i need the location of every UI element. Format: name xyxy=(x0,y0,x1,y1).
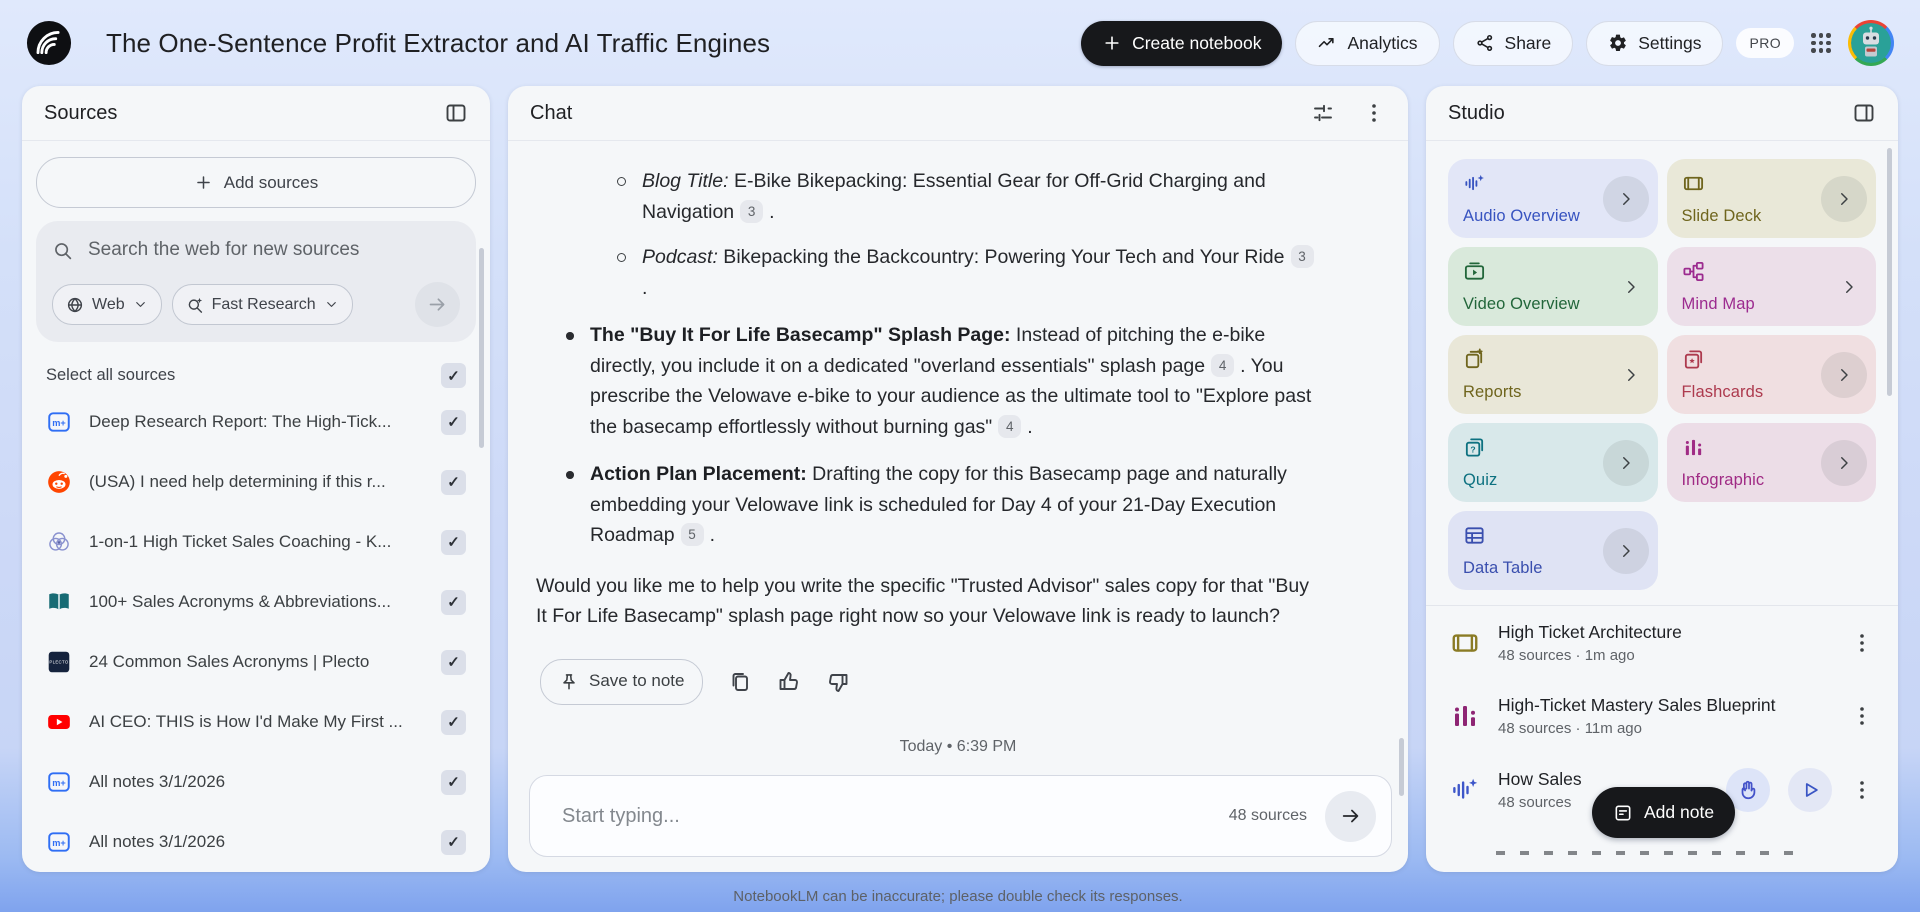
chat-input[interactable] xyxy=(560,804,1211,829)
globe-icon xyxy=(66,296,84,314)
search-input[interactable] xyxy=(86,238,460,262)
svg-text:m+: m+ xyxy=(52,417,66,428)
notebooklm-logo-icon[interactable] xyxy=(26,20,72,66)
arrow-right-icon xyxy=(1340,805,1362,827)
research-mode-label: Fast Research xyxy=(211,295,316,313)
select-all-row xyxy=(46,363,466,388)
note-menu-icon[interactable] xyxy=(1850,704,1874,728)
source-title: Deep Research Report: The High-Tick... xyxy=(89,412,392,431)
page-title: The One-Sentence Profit Extractor and AI Traffic Engines xyxy=(106,27,771,58)
chat-bullet: The "Buy It For Life Basecamp" Splash Page: Instead of pitching the e-bike directly, you include it on a dedicated "overland essentials" splash page 4 . You prescribe the Velowave e-bike to your audience as the ultimate tool to "Explore past the basecamp effortlessly without burning gas" 4 . xyxy=(564,320,1324,442)
source-title: All notes 3/1/2026 xyxy=(89,832,226,851)
note-title: High Ticket Architecture xyxy=(1498,622,1682,642)
data-table-icon xyxy=(1463,524,1486,547)
tool-label: Mind Map xyxy=(1681,295,1755,313)
create-notebook-label: Create notebook xyxy=(1132,32,1262,53)
note-menu-icon[interactable] xyxy=(1850,631,1874,655)
video-overview-card[interactable] xyxy=(1448,247,1658,326)
chat-bullet: Action Plan Placement: Drafting the copy for this Basecamp page and naturally embedding your Velowave link is scheduled for Day 4 of your 21-Day Execution Roadmap 5 . xyxy=(564,459,1324,551)
chat-settings-icon[interactable] xyxy=(1311,101,1335,125)
source-checkbox[interactable]: ✓ xyxy=(441,590,466,615)
plus-icon xyxy=(1102,33,1122,53)
source-checkbox[interactable]: ✓ xyxy=(441,770,466,795)
source-title: 1-on-1 High Ticket Sales Coaching - K... xyxy=(89,532,392,551)
search-icon xyxy=(52,240,73,261)
note-title: High-Ticket Mastery Sales Blueprint xyxy=(1498,695,1776,715)
pro-badge: PRO xyxy=(1736,28,1794,58)
chevron-right-icon[interactable] xyxy=(1603,440,1649,486)
audio-overview-icon xyxy=(1463,172,1486,195)
share-label: Share xyxy=(1504,32,1552,53)
sub-bullet-label: Blog Title: xyxy=(642,170,729,192)
audio-overview-card[interactable] xyxy=(1448,159,1658,238)
thumbs-down-icon[interactable] xyxy=(826,670,850,694)
source-title: AI CEO: THIS is How I'd Make My First ... xyxy=(89,712,403,731)
website-icon xyxy=(46,529,72,555)
citation-chip[interactable]: 4 xyxy=(1211,354,1234,377)
app-header xyxy=(0,0,1920,86)
save-to-note-label: Save to note xyxy=(589,671,685,691)
fast-research-icon xyxy=(186,296,204,314)
chat-input-box[interactable] xyxy=(529,775,1392,857)
source-item[interactable] xyxy=(22,572,490,632)
sources-panel-title: Sources xyxy=(44,101,118,124)
web-search-card xyxy=(36,221,476,342)
sub-bullet-text: E-Bike Bikepacking: Essential Gear for Off-Grid Charging and Navigation xyxy=(642,170,1266,223)
tool-label: Audio Overview xyxy=(1463,207,1580,225)
source-item[interactable] xyxy=(22,692,490,752)
reports-card[interactable] xyxy=(1448,335,1658,414)
studio-scrollbar[interactable] xyxy=(1887,148,1892,396)
tool-label: Slide Deck xyxy=(1681,207,1762,225)
save-to-note-button[interactable] xyxy=(540,659,703,705)
analytics-label: Analytics xyxy=(1347,32,1418,53)
create-notebook-button[interactable] xyxy=(1081,21,1282,66)
quiz-card[interactable] xyxy=(1448,423,1658,502)
play-button[interactable] xyxy=(1788,768,1832,812)
bullet-bold-label: The "Buy It For Life Basecamp" Splash Page: xyxy=(590,324,1011,346)
chevron-right-icon[interactable] xyxy=(1622,278,1640,296)
source-checkbox[interactable]: ✓ xyxy=(441,410,466,435)
chevron-down-icon xyxy=(133,297,148,312)
note-meta: 48 sources xyxy=(1498,794,1572,811)
chat-sub-bullet: Podcast: Bikepacking the Backcountry: Powering Your Tech and Your Ride 3. xyxy=(616,242,1324,303)
chat-panel-title: Chat xyxy=(530,101,573,124)
video-overview-icon xyxy=(1463,260,1486,283)
infographic-icon xyxy=(1682,436,1705,459)
chevron-right-icon[interactable] xyxy=(1840,278,1858,296)
chevron-down-icon xyxy=(324,297,339,312)
add-note-label: Add note xyxy=(1644,802,1715,822)
gear-icon xyxy=(1608,33,1628,53)
source-item[interactable] xyxy=(22,812,490,872)
source-checkbox[interactable]: ✓ xyxy=(441,650,466,675)
chat-sub-bullet: Blog Title: E-Bike Bikepacking: Essential Gear for Off-Grid Charging and Navigation 3 . xyxy=(616,166,1324,227)
sources-count-label: 48 sources xyxy=(1228,807,1307,824)
tool-label: Flashcards xyxy=(1681,383,1764,401)
research-mode-dropdown[interactable] xyxy=(172,284,353,325)
youtube-icon xyxy=(46,709,72,735)
search-submit-button[interactable] xyxy=(415,282,460,327)
source-title: 24 Common Sales Acronyms | Plecto xyxy=(89,652,370,671)
note-meta: 48 sources · 1m ago xyxy=(1498,647,1635,664)
sources-panel xyxy=(22,86,490,872)
tool-label: Reports xyxy=(1463,383,1522,401)
sub-bullet-text: Bikepacking the Backcountry: Powering Your Tech and Your Ride xyxy=(717,246,1285,268)
add-sources-button[interactable] xyxy=(36,157,476,208)
tool-label: Video Overview xyxy=(1463,295,1580,313)
settings-button[interactable] xyxy=(1586,21,1723,66)
quiz-icon xyxy=(1463,436,1486,459)
trending-up-icon xyxy=(1317,33,1337,53)
note-title: How Sales xyxy=(1498,769,1582,789)
add-sources-label: Add sources xyxy=(223,172,319,192)
web-filter-label: Web xyxy=(92,295,125,313)
share-button[interactable] xyxy=(1453,21,1574,66)
google-apps-icon[interactable] xyxy=(1811,33,1831,53)
source-item[interactable] xyxy=(22,512,490,572)
svg-text:m+: m+ xyxy=(52,777,66,788)
slide-deck-card[interactable] xyxy=(1667,159,1877,238)
book-icon xyxy=(46,589,72,615)
svg-text:?: ? xyxy=(1470,444,1476,455)
note-icon xyxy=(1613,803,1633,823)
notebooklm-doc-icon xyxy=(46,409,72,435)
chat-scrollbar[interactable] xyxy=(1399,738,1404,796)
flashcards-card[interactable] xyxy=(1667,335,1877,414)
citation-chip[interactable]: 3 xyxy=(1291,245,1314,268)
svg-text:PLECTO: PLECTO xyxy=(49,659,69,665)
share-icon xyxy=(1475,33,1495,53)
analytics-button[interactable] xyxy=(1295,21,1439,66)
chevron-right-icon[interactable] xyxy=(1603,176,1649,222)
hand-wave-icon xyxy=(1737,779,1759,801)
truncated-note-item xyxy=(1496,851,1796,855)
source-item[interactable] xyxy=(22,752,490,812)
source-item[interactable] xyxy=(22,392,490,452)
source-checkbox[interactable]: ✓ xyxy=(441,470,466,495)
message-actions xyxy=(540,659,1324,705)
source-checkbox[interactable]: ✓ xyxy=(441,710,466,735)
disclaimer-text: NotebookLM can be inaccurate; please double check its responses. xyxy=(733,888,1183,905)
note-meta: 48 sources · 11m ago xyxy=(1498,720,1642,737)
reports-icon xyxy=(1463,348,1486,371)
svg-text:m+: m+ xyxy=(52,837,66,848)
bullet-bold-label: Action Plan Placement: xyxy=(590,463,807,485)
send-message-button[interactable] xyxy=(1325,791,1376,842)
play-icon xyxy=(1799,779,1821,801)
reddit-icon xyxy=(46,469,72,495)
notebooklm-doc-icon xyxy=(46,769,72,795)
studio-note-item[interactable] xyxy=(1448,679,1876,752)
select-all-checkbox[interactable]: ✓ xyxy=(441,363,466,388)
flashcards-icon xyxy=(1682,348,1705,371)
source-checkbox[interactable]: ✓ xyxy=(441,830,466,855)
mind-map-card[interactable] xyxy=(1667,247,1877,326)
source-title: All notes 3/1/2026 xyxy=(89,772,226,791)
source-title: (USA) I need help determining if this r... xyxy=(89,472,386,491)
tool-label: Data Table xyxy=(1463,559,1543,577)
sub-bullet-label: Podcast: xyxy=(642,246,718,268)
chat-closing-paragraph: Would you like me to help you write the specific "Trusted Advisor" sales copy for that "Buy It For Life Basecamp" splash page right now so your Velowave link is ready to launch? xyxy=(536,574,1309,627)
studio-panel xyxy=(1426,86,1898,872)
chevron-right-icon[interactable] xyxy=(1821,352,1867,398)
source-item[interactable] xyxy=(22,632,490,692)
source-title: 100+ Sales Acronyms & Abbreviations... xyxy=(89,592,391,611)
settings-label: Settings xyxy=(1638,32,1702,53)
select-all-label: Select all sources xyxy=(46,366,176,384)
studio-panel-title: Studio xyxy=(1448,101,1505,124)
infographic-icon xyxy=(1450,701,1480,731)
pin-icon xyxy=(559,672,579,692)
data-table-card[interactable] xyxy=(1448,511,1658,590)
citation-chip[interactable]: 5 xyxy=(681,523,704,546)
collapse-panel-icon[interactable] xyxy=(444,101,468,125)
thumbs-up-icon[interactable] xyxy=(777,670,801,694)
source-checkbox[interactable]: ✓ xyxy=(441,530,466,555)
avatar[interactable] xyxy=(1848,20,1894,66)
collapse-panel-icon[interactable] xyxy=(1852,101,1876,125)
chevron-right-icon[interactable] xyxy=(1622,366,1640,384)
tool-label: Quiz xyxy=(1463,471,1498,489)
slide-deck-icon xyxy=(1682,172,1705,195)
studio-tools-grid xyxy=(1448,159,1876,590)
audio-overview-icon xyxy=(1450,775,1480,805)
date-divider: Today • 6:39 PM xyxy=(899,738,1017,755)
notebooklm-doc-icon xyxy=(46,829,72,855)
chevron-right-icon[interactable] xyxy=(1821,440,1867,486)
mind-map-icon xyxy=(1682,260,1705,283)
chat-menu-icon[interactable] xyxy=(1362,101,1386,125)
slide-deck-icon xyxy=(1450,628,1480,658)
infographic-card[interactable] xyxy=(1667,423,1877,502)
chevron-right-icon[interactable] xyxy=(1603,528,1649,574)
citation-chip[interactable]: 4 xyxy=(998,415,1021,438)
plus-icon xyxy=(194,173,213,192)
arrow-right-icon xyxy=(427,294,448,315)
copy-icon[interactable] xyxy=(728,670,752,694)
note-menu-icon[interactable] xyxy=(1850,778,1874,802)
citation-chip[interactable]: 3 xyxy=(740,200,763,223)
chat-panel xyxy=(508,86,1408,872)
sources-scrollbar[interactable] xyxy=(479,248,484,448)
source-item[interactable] xyxy=(22,452,490,512)
add-note-button[interactable] xyxy=(1592,787,1735,838)
tool-label: Infographic xyxy=(1681,471,1765,489)
plecto-icon xyxy=(46,649,72,675)
chevron-right-icon[interactable] xyxy=(1821,176,1867,222)
web-filter-dropdown[interactable] xyxy=(52,284,162,325)
studio-note-item[interactable] xyxy=(1448,606,1876,679)
chat-message-area[interactable] xyxy=(508,141,1408,738)
